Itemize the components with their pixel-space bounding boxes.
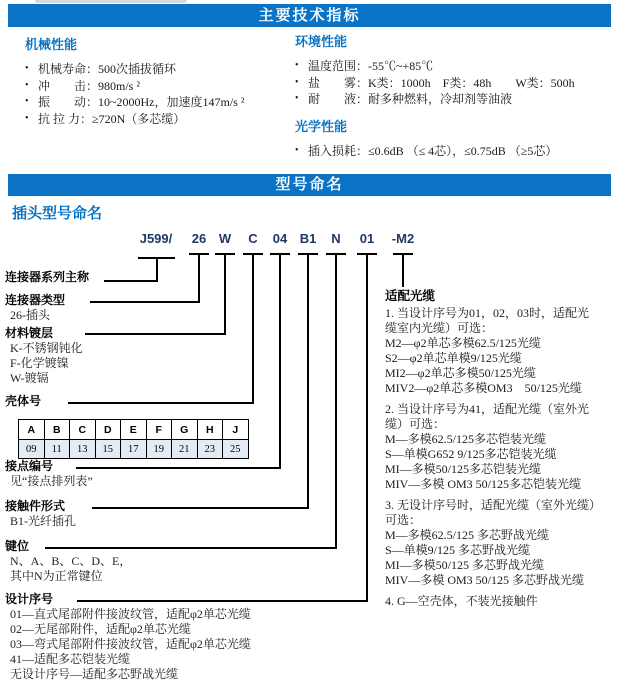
design-number-option: 01—直式尾部附件接波纹管，适配φ2单芯光缆 — [10, 607, 251, 621]
spec-item — [295, 91, 615, 108]
spec-text: 盐 雾：K类：1000h F类：48h W类：500h — [308, 75, 575, 90]
contact-number-note: 见“接点排列表” — [10, 474, 93, 488]
connector-line — [92, 507, 309, 509]
spec-item — [295, 75, 615, 92]
cable-line: 可选： — [385, 513, 422, 527]
shell-size-cell: 15 — [95, 440, 121, 459]
key-position-option: 其中N为正常键位 — [10, 569, 103, 583]
shell-code-cell: J — [223, 420, 249, 440]
shell-size-cell: 19 — [146, 440, 172, 459]
label-group-contact-number — [5, 459, 93, 489]
shell-size-cell: 11 — [44, 440, 70, 459]
optical-list — [295, 143, 615, 160]
code-part-key: N — [331, 231, 341, 246]
environmental-heading: 环境性能 — [295, 34, 348, 49]
mechanical-heading: 机械性能 — [25, 37, 78, 52]
spec-item — [295, 143, 615, 160]
label-group-shell — [5, 394, 41, 409]
code-part-design: 01 — [359, 231, 375, 246]
cable-line: MIV—多模 OM3 50/125多芯铠装光缆 — [385, 477, 582, 491]
shell-size-cell: 21 — [172, 440, 198, 459]
label-group-type — [5, 293, 65, 323]
connector-line — [335, 253, 337, 549]
connector-line — [366, 253, 368, 602]
shell-number-table — [18, 419, 249, 459]
shell-label: 壳体号 — [5, 394, 42, 408]
spec-item — [25, 111, 287, 128]
connector-line — [252, 253, 254, 404]
scan-edge-artifact — [35, 0, 187, 3]
shell-code-cell: A — [19, 420, 45, 440]
plating-option: K-不锈钢钝化 — [10, 341, 83, 355]
bullet-icon: • — [25, 63, 29, 74]
connector-line — [198, 253, 200, 303]
spec-item — [295, 58, 615, 75]
label-group-design-number — [5, 592, 251, 682]
plug-naming-subtitle: 插头型号命名 — [12, 205, 103, 222]
connector-line — [156, 257, 158, 282]
label-group-contact-form — [5, 499, 76, 529]
bullet-icon: • — [295, 93, 299, 104]
design-number-option: 无设计序号—适配多芯野战光缆 — [10, 667, 179, 681]
cable-line: S—单模G652 9/125多芯铠装光缆 — [385, 447, 557, 461]
spec-item — [25, 94, 287, 111]
mechanical-performance-column — [25, 37, 287, 127]
shell-table-header-row — [19, 420, 249, 440]
design-number-option: 03—弯式尾部附件接波纹管，适配φ2单芯光缆 — [10, 637, 251, 651]
label-group-series — [5, 270, 89, 285]
spec-item — [25, 61, 287, 78]
cable-group-4 — [385, 594, 619, 609]
code-part-plating: W — [218, 231, 232, 246]
code-part-contact-number: 04 — [272, 231, 288, 246]
bullet-icon: • — [295, 144, 299, 156]
mechanical-list — [25, 61, 287, 127]
bullet-icon: • — [295, 76, 299, 88]
bullet-icon: • — [295, 60, 299, 71]
cable-line: 1. 当设计序号为01，02，03时，适配光 — [385, 306, 590, 320]
shell-code-cell: B — [44, 420, 70, 440]
label-group-plating — [5, 326, 83, 386]
section-header-tech-specs: 主要技术指标 — [8, 4, 611, 27]
code-part-type: 26 — [191, 231, 207, 246]
cable-line: 缆室内光缆）可选： — [385, 321, 494, 335]
contact-form-label: 接触件形式 — [5, 499, 66, 513]
environmental-performance-column — [295, 34, 615, 159]
spec-item — [25, 78, 287, 95]
cable-line: S—单模9/125 多芯野战光缆 — [385, 543, 531, 557]
cable-group-2 — [385, 402, 619, 492]
shell-table-value-row — [19, 440, 249, 459]
bullet-icon: • — [25, 112, 29, 124]
spec-text: 温度范围：-55℃~+85℃ — [308, 59, 434, 73]
optical-heading: 光学性能 — [295, 118, 348, 134]
plating-option: F-化学镀镍 — [10, 356, 69, 370]
cable-group-1 — [385, 306, 619, 396]
cable-line: M2—φ2单芯多模62.5/125光缆 — [385, 336, 541, 350]
contact-number-label: 接点编号 — [5, 459, 54, 473]
spec-text: 耐 液：耐多种燃料，冷却剂等油液 — [308, 92, 513, 106]
cable-line: MIV2—φ2单芯多模OM3 50/125光缆 — [385, 381, 582, 395]
shell-size-cell: 13 — [70, 440, 96, 459]
spec-text: 抗 拉 力：≥720N（多芯缆） — [38, 111, 186, 126]
code-part-cable: -M2 — [391, 231, 415, 246]
cable-line: S2—φ2单芯单模9/125光缆 — [385, 351, 522, 365]
label-group-key-position — [5, 539, 131, 584]
design-number-option: 41—适配多芯铠装光缆 — [10, 652, 131, 666]
bullet-icon: • — [25, 96, 29, 107]
cable-line: 4. G—空壳体，不装光接触件 — [385, 594, 538, 608]
key-position-label: 键位 — [5, 539, 30, 553]
type-label: 连接器类型 — [5, 293, 66, 307]
cable-line: 3. 无设计序号时，适配光缆（室外光缆） — [385, 498, 602, 512]
connector-line — [104, 280, 158, 282]
shell-code-cell: C — [70, 420, 96, 440]
cable-line: M—多模62.5/125多芯铠装光缆 — [385, 432, 547, 446]
cable-column — [385, 288, 619, 615]
cable-label: 适配光缆 — [385, 289, 436, 303]
code-part-contact-form: B1 — [299, 231, 317, 246]
cable-line: MI—多模50/125多芯铠装光缆 — [385, 462, 542, 476]
shell-code-cell: H — [197, 420, 223, 440]
spec-text: 机械寿命：500次插拔循环 — [38, 62, 177, 76]
connector-line — [279, 253, 281, 469]
shell-size-cell: 23 — [197, 440, 223, 459]
cable-line: 2. 当设计序号为41，适配光缆（室外光 — [385, 402, 590, 416]
connector-line — [90, 301, 200, 303]
shell-size-cell: 17 — [121, 440, 147, 459]
shell-size-cell: 25 — [223, 440, 249, 459]
bullet-icon: • — [25, 79, 29, 91]
shell-code-cell: D — [95, 420, 121, 440]
cable-group-3 — [385, 498, 619, 588]
spec-text: 冲 击：980m/s ² — [38, 78, 140, 93]
cable-line: MI2—φ2单芯多模50/125光缆 — [385, 366, 536, 380]
cable-line: 缆）可选： — [385, 417, 446, 431]
shell-code-cell: E — [121, 420, 147, 440]
cable-line: M—多模62.5/125 多芯野战光缆 — [385, 528, 550, 542]
connector-line — [402, 253, 404, 287]
shell-code-cell: G — [172, 420, 198, 440]
spec-text: 插入损耗：≤0.6dB （≤ 4芯），≤0.75dB （≥5芯） — [308, 143, 558, 158]
spec-text: 振 动：10~2000Hz，加速度147m/s ² — [38, 95, 245, 109]
series-label: 连接器系列主称 — [5, 270, 90, 284]
connector-line — [224, 253, 226, 335]
plating-option: W-镀镉 — [10, 371, 49, 385]
design-number-label: 设计序号 — [5, 592, 54, 606]
key-position-option: N、A、B、C、D、E， — [10, 554, 132, 568]
connector-line — [307, 253, 309, 509]
code-part-shell: C — [248, 231, 258, 246]
type-option: 26-插头 — [10, 308, 50, 322]
code-part-series: J599/ — [139, 231, 173, 246]
design-number-option: 02—无尾部附件，适配φ2单芯光缆 — [10, 622, 191, 636]
plating-label: 材料镀层 — [5, 326, 54, 340]
connector-line — [85, 333, 226, 335]
connector-line — [76, 467, 281, 469]
shell-code-cell: F — [146, 420, 172, 440]
shell-size-cell: 09 — [19, 440, 45, 459]
connector-line — [68, 402, 254, 404]
environmental-list — [295, 58, 615, 108]
cable-line: MIV—多模 OM3 50/125 多芯野战光缆 — [385, 573, 585, 587]
contact-form-option: B1-光纤插孔 — [10, 514, 77, 528]
cable-line: MI—多模50/125 多芯野战光缆 — [385, 558, 545, 572]
section-header-model-naming: 型号命名 — [8, 174, 611, 196]
